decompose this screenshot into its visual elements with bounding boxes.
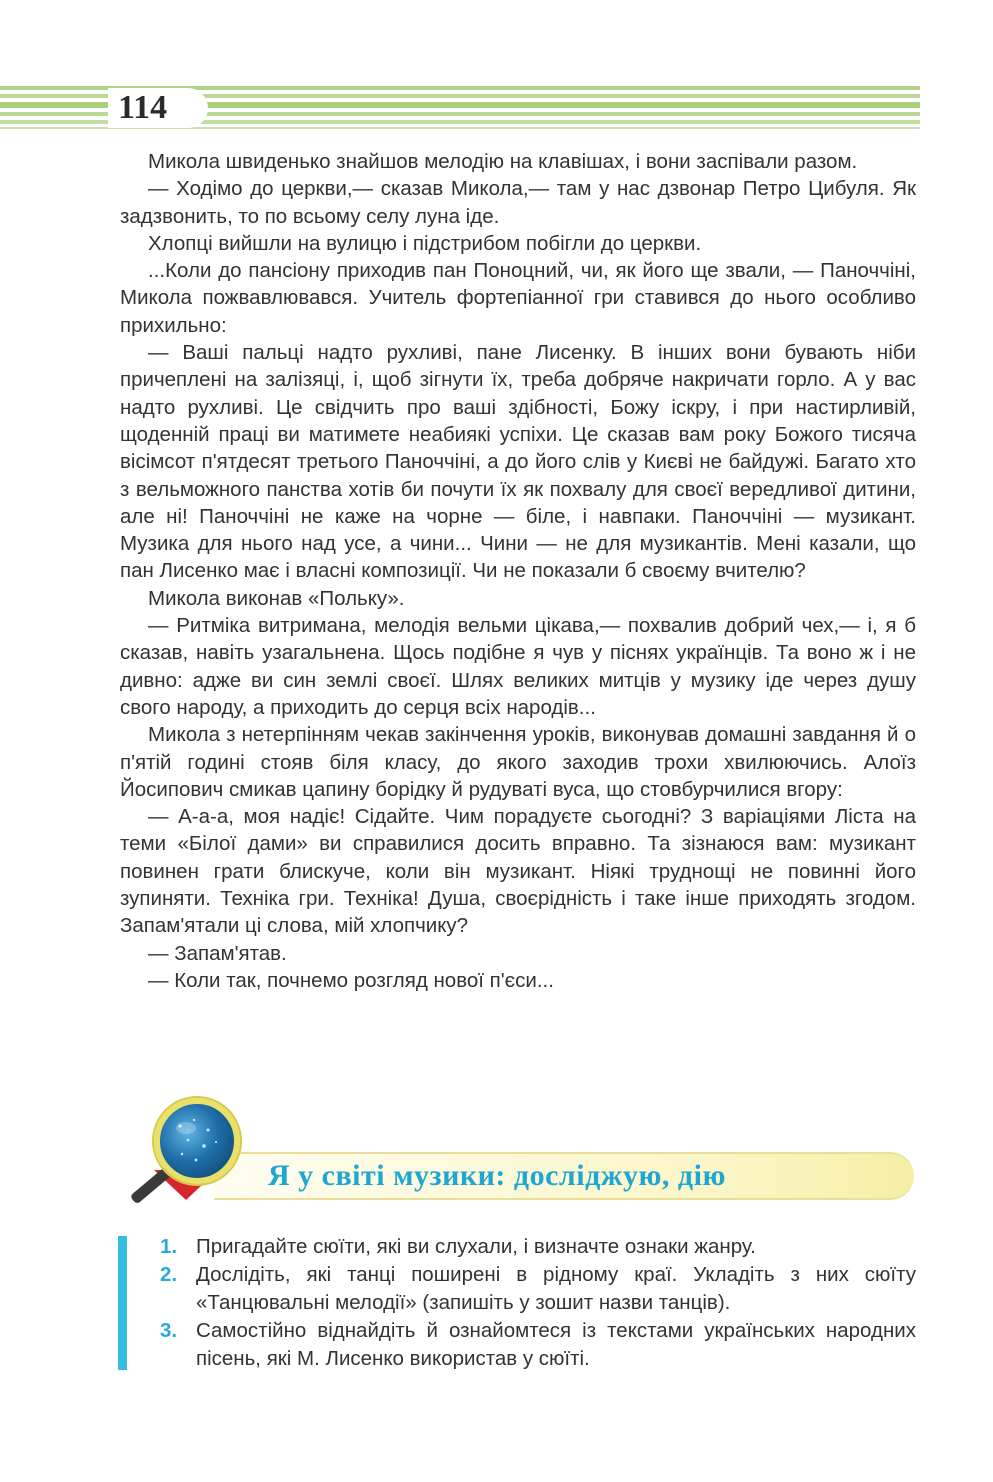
task-list xyxy=(160,1233,916,1373)
task-text: Пригадайте сюїти, які ви слухали, і визначте ознаки жанру. xyxy=(196,1235,756,1258)
task-number: 1. xyxy=(160,1235,178,1258)
paragraph: — А-а-а, моя надіє! Сідайте. Чим порадуєте сьогодні? З варіаціями Ліста на теми «Білої дами» ви справилися досить вправно. Та зізнаюся вам: музикант повинен грати блискуче, коли він музикант. Ніякі труднощі не повинні його зупиняти. Техніка гри. Техніка! Душа, своєрідність і таке інше приходять згодом. Запам'ятали ці слова, мій хлопчику? xyxy=(120,805,916,938)
paragraph: Микола виконав «Польку». xyxy=(148,586,405,610)
task-number: 3. xyxy=(160,1319,178,1342)
paragraph: — Коли так, почнемо розгляд нової п'єси... xyxy=(148,968,554,992)
paragraph: Хлопці вийшли на вулицю і підстрибом побігли до церкви. xyxy=(148,231,702,255)
task-item xyxy=(160,1233,916,1261)
task-item xyxy=(160,1317,916,1373)
section-heading: Я у світі музики: досліджую, дію xyxy=(268,1159,726,1192)
section-header xyxy=(118,1094,918,1214)
paragraph: — Ваші пальці надто рухливі, пане Лисенку. В інших вони бувають ніби причеплені на залізяці, і, щоб зігнути їх, треба добряче накричати горло. А у вас надто рухливі. Це свідчить про ваші здібності, Божу іскру, і при настирливій, щоденній праці ви матимете неабиякі успіхи. Це сказав вам року Божого тисяча вісімсот п'ятдесят третього Паноччіні, а до його слів у Києві не байдужі. Багато хто з вельможного панства хотів би почути їх як похвалу для своєї вередливої дитини, але ні! Паноччіні не каже на чорне — біле, і навпаки. Паноччіні — музикант. Музика для нього над усе, а чини... Чини — не для музикантів. Мені казали, що пан Лисенко має і власні композиції. Чи не показали б своєму вчителю? xyxy=(120,341,916,583)
paragraph: Микола з нетерпінням чекав закінчення уроків, виконував домашні завдання й о п'ятій годині стояв біля класу, до якого заходив трохи хвилюючись. Алоїз Йосипович смикав цапину борідку й рудуваті вуса, що стовбурчилися вгору: xyxy=(120,723,916,801)
story-text xyxy=(120,148,916,994)
page-number: 114 xyxy=(118,89,168,126)
task-accent-bar xyxy=(118,1236,127,1370)
task-number: 2. xyxy=(160,1263,178,1286)
paragraph: — Ритміка витримана, мелодія вельми цікава,— похвалив добрий чех,— і, я б сказав, навіть узагальнена. Щось подібне я чув у піснях українців. Та воно ж і не дивно: адже ви син землі своєї. Шлях великих митців у музику іде через душу свого народу, а приходить до серця всіх народів... xyxy=(120,614,916,719)
paragraph: ...Коли до пансіону приходив пан Поноцний, чи, як його ще звали, — Паноччіні, Микола пожвавлювався. Учитель фортепіанної гри ставився до нього особливо прихильно: xyxy=(120,259,916,337)
task-text: Дослідіть, які танці поширені в рідному краї. Укладіть з них сюїту «Танцювальні мелодії» (запишіть у зошит назви танців). xyxy=(196,1263,916,1314)
paragraph: — Ходімо до церкви,— сказав Микола,— там у нас дзвонар Петро Цибуля. Як задзвонить, то по всьому селу луна іде. xyxy=(120,177,916,228)
task-text: Самостійно віднайдіть й ознайомтеся із текстами українських народних пісень, які М. Лисенко використав у сюїті. xyxy=(196,1319,916,1370)
magnifier-globe-icon xyxy=(154,1098,240,1184)
paragraph: — Запам'ятав. xyxy=(148,941,287,965)
task-item xyxy=(160,1261,916,1317)
paragraph: Микола швиденько знайшов мелодію на клавішах, і вони заспівали разом. xyxy=(148,150,858,173)
